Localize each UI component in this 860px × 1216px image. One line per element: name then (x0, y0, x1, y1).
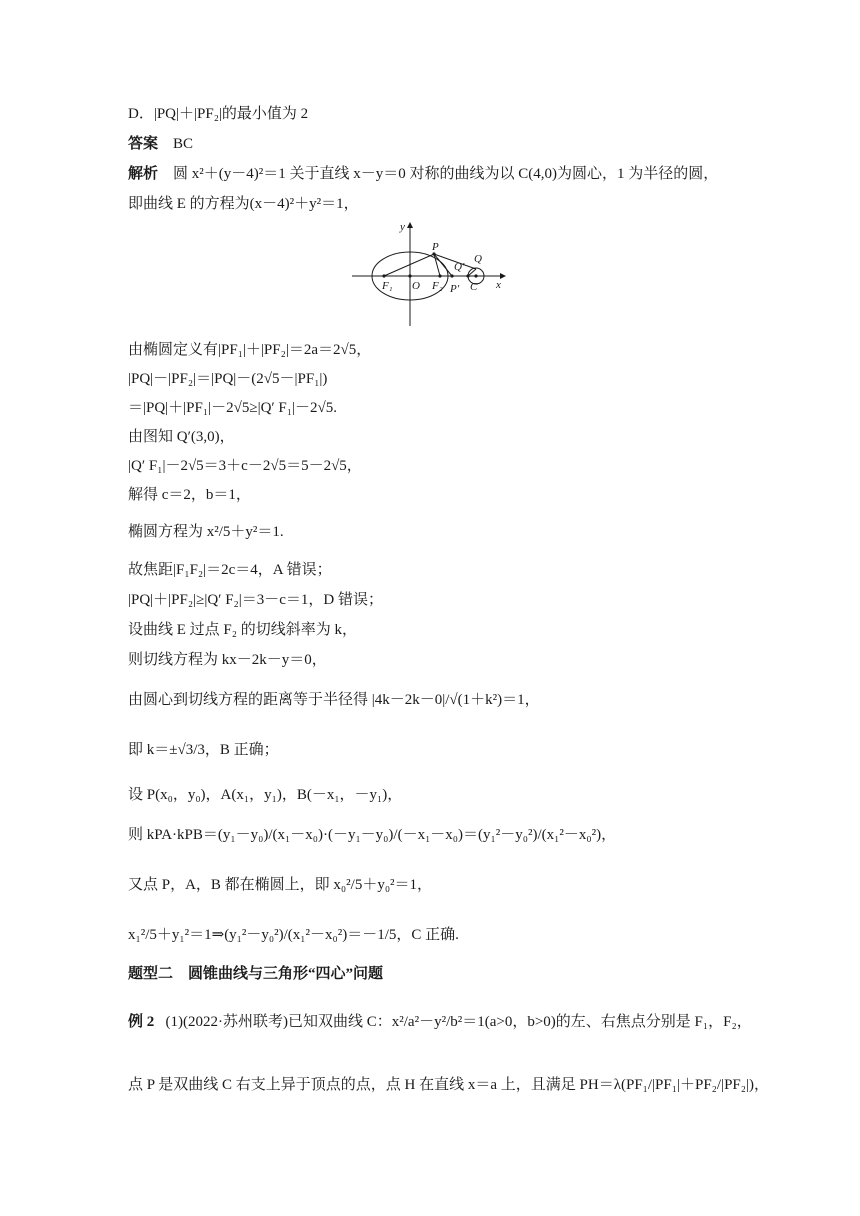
line-13 (128, 650, 327, 670)
text-l3: 由椭圆定义有|PF₁|＋|PF₂|＝2a＝2√5， (128, 342, 372, 358)
answer-line (128, 134, 193, 154)
label-q: Q (474, 253, 482, 265)
analysis-label: 解析 (128, 166, 159, 182)
point-o (408, 274, 411, 277)
text-l7: |Q′ F₁|－2√5＝3＋c－2√5＝5－2√5， (128, 458, 362, 474)
text-l16: 设 P(x₀，y₀)，A(x₁，y₁)，B(－x₁，－y₁)， (128, 787, 403, 803)
line-18 (128, 875, 432, 895)
example-2-line-1 (128, 1012, 752, 1032)
point-f2 (438, 274, 441, 277)
example-2-text-a: (1)(2022·苏州联考)已知双曲线 C：x²/a²－y²/b²＝1(a>0，b>0)的左、右焦点分别是 F₁，F₂， (165, 1014, 752, 1030)
option-d-text: D．|PQ|＋|PF₂|的最小值为 2 (128, 106, 309, 122)
analysis-line-2 (128, 194, 359, 214)
section-title (128, 964, 383, 984)
analysis-line-1 (128, 164, 718, 184)
line-16 (128, 785, 402, 805)
label-f1: F₁ (382, 280, 393, 292)
x-axis-arrow (500, 273, 506, 279)
point-q-prime (466, 274, 469, 277)
text-l19: x₁²/5＋y₁²＝1⇒(y₁²－y₀²)/(x₁²－x₀²)＝－1/5，C 正确. (128, 927, 459, 943)
line-7 (128, 456, 362, 476)
segment-pf1 (384, 254, 434, 276)
section-title-text: 题型二 圆锥曲线与三角形“四心”问题 (128, 966, 384, 982)
line-12 (128, 620, 357, 640)
example-2-line-2 (128, 1075, 769, 1095)
line-6 (128, 427, 235, 447)
text-l12: 设曲线 E 过点 F₂ 的切线斜率为 k， (128, 622, 357, 638)
line-5 (128, 398, 337, 418)
text-l8: 解得 c＝2，b＝1， (128, 487, 251, 503)
point-f1 (382, 274, 385, 277)
line-17 (128, 825, 616, 845)
label-q-prime: Q′ (454, 261, 465, 273)
y-axis-arrow (407, 222, 413, 228)
point-c (474, 274, 477, 277)
label-o: O (412, 280, 420, 292)
analysis-text-2: 即曲线 E 的方程为(x－4)²＋y²＝1， (128, 196, 359, 212)
text-l18: 又点 P，A，B 都在椭圆上，即 x₀²/5＋y₀²＝1， (128, 877, 433, 893)
point-p-prime (450, 274, 453, 277)
example-2-label: 例 2 (128, 1014, 155, 1030)
text-l11: |PQ|＋|PF₂|≥|Q′ F₂|＝3－c＝1，D 错误； (128, 592, 384, 608)
text-l13: 则切线方程为 kx－2k－y＝0， (128, 652, 327, 668)
label-y-axis: y (400, 221, 405, 233)
text-l15: 即 k＝±√3/3，B 正确； (128, 742, 279, 758)
text-l4: |PQ|－|PF₂|＝|PQ|－(2√5－|PF₁|) (128, 371, 328, 387)
text-l6: 由图知 Q′(3,0)， (128, 429, 235, 445)
line-10 (128, 560, 332, 580)
label-c: C (470, 281, 478, 293)
ellipse-circle-diagram (348, 218, 508, 330)
text-l14: 由圆心到切线方程的距离等于半径得 |4k－2k－0|/√(1＋k²)＝1， (128, 692, 540, 708)
text-l17: 则 kPA·kPB＝(y₁－y₀)/(x₁－x₀)·(－y₁－y₀)/(－x₁－x₀)＝(y₁²－y₀²)/(x₁²－x₀²)， (128, 827, 617, 843)
line-14 (128, 690, 540, 710)
text-l5: ＝|PQ|＋|PF₁|－2√5≥|Q′ F₁|－2√5. (128, 400, 337, 416)
answer-label: 答案 (128, 136, 159, 152)
line-3 (128, 340, 371, 360)
analysis-text-1: 圆 x²＋(y－4)²＝1 关于直线 x－y＝0 对称的曲线为以 C(4,0)为圆心，1 为半径的圆， (173, 166, 719, 182)
label-p-prime: P′ (450, 283, 460, 295)
text-l9: 椭圆方程为 x²/5＋y²＝1. (128, 524, 284, 540)
example-2-text-b: 点 P 是双曲线 C 右支上异于顶点的点，点 H 在直线 x＝a 上，且满足 PH＝λ(PF₁/|PF₁|＋PF₂/|PF₂|)， (128, 1077, 769, 1093)
line-9 (128, 522, 284, 542)
line-19 (128, 925, 459, 945)
line-8 (128, 485, 251, 505)
answer-value: BC (173, 136, 194, 152)
label-p: P (432, 241, 439, 253)
line-15 (128, 740, 279, 760)
label-f2: F₂ (432, 280, 443, 292)
option-d (128, 104, 308, 124)
line-11 (128, 590, 383, 610)
text-l10: 故焦距|F₁F₂|＝2c＝4，A 错误； (128, 562, 332, 578)
label-x-axis: x (496, 279, 501, 291)
line-4 (128, 369, 327, 389)
